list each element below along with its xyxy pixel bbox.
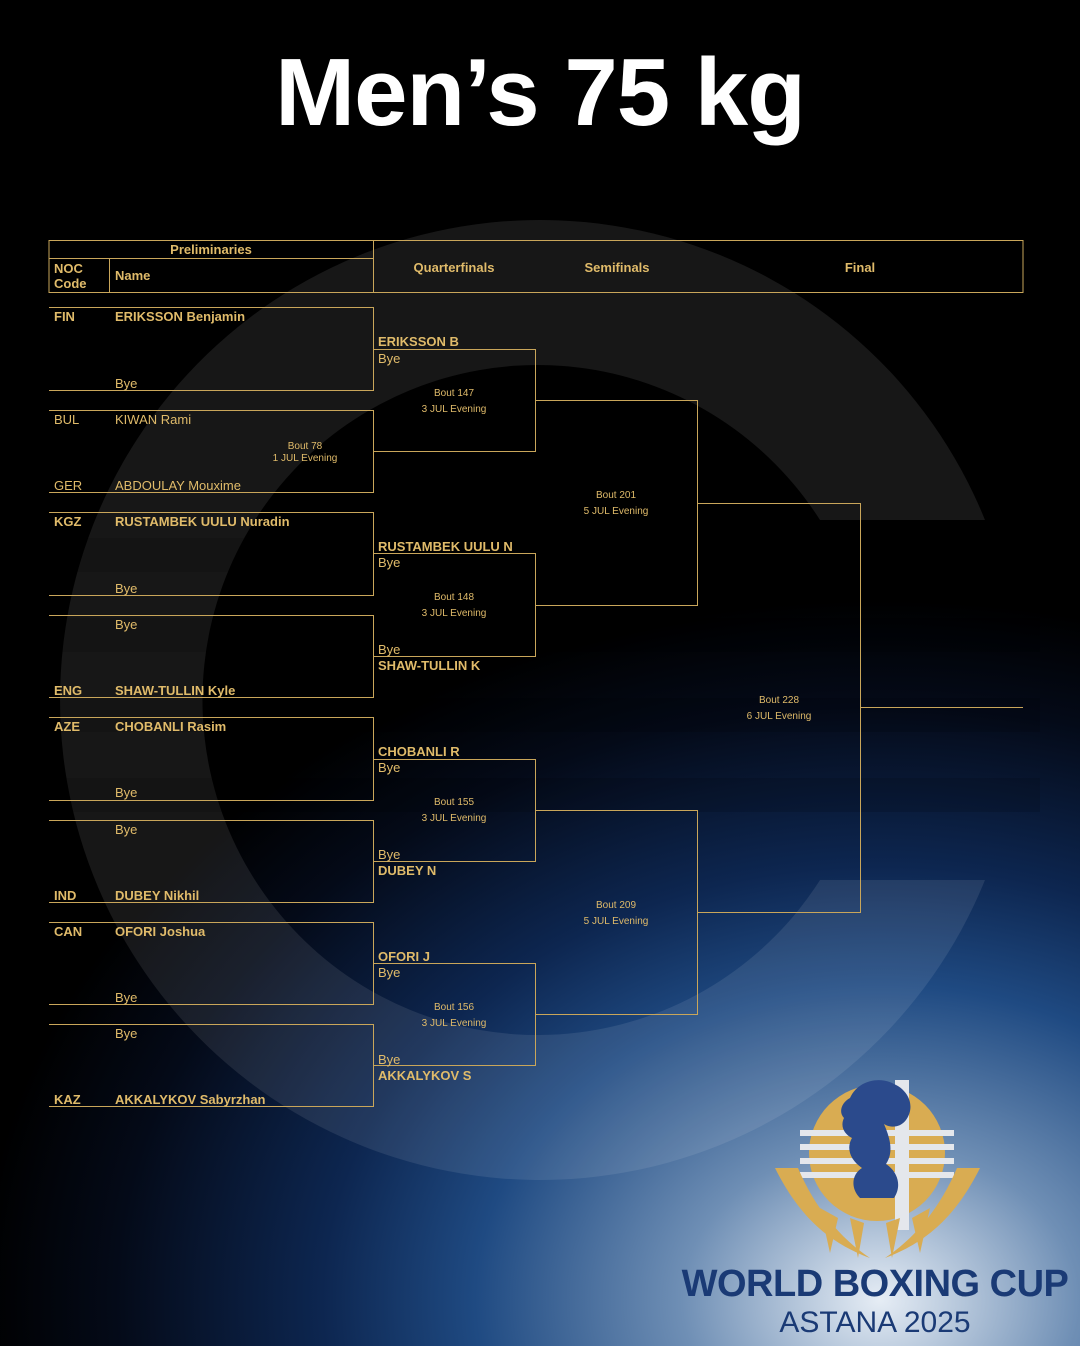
prelim-noc: CAN	[54, 924, 83, 939]
prelim-name: SHAW-TULLIN Kyle	[115, 683, 236, 698]
qf-entry: RUSTAMBEK UULU N	[378, 539, 513, 554]
qf-bout-time: 3 JUL Evening	[421, 404, 487, 415]
prelim-name: Bye	[115, 376, 138, 391]
qf-bout-time: 3 JUL Evening	[421, 813, 487, 824]
prelim-name: Bye	[115, 617, 138, 632]
prelim-noc: AZE	[54, 719, 80, 734]
panther-emblem-icon	[680, 1068, 1070, 1268]
world-boxing-cup-logo	[680, 1068, 1070, 1338]
prelim-noc: GER	[54, 478, 83, 493]
qf-entry: Bye	[378, 351, 401, 366]
prelim-name: DUBEY Nikhil	[115, 888, 200, 903]
prelim-noc: IND	[54, 888, 77, 903]
final-bout-time: 6 JUL Evening	[746, 711, 812, 722]
header-preliminaries: Preliminaries	[170, 242, 252, 257]
prelim-name: OFORI Joshua	[115, 924, 206, 939]
prelim-noc: ENG	[54, 683, 83, 698]
qf-entry: Bye	[378, 1052, 401, 1067]
qf-entry: Bye	[378, 965, 401, 980]
prelim-noc: BUL	[54, 412, 80, 427]
prelim-noc: KAZ	[54, 1092, 81, 1107]
header-name: Name	[115, 268, 151, 283]
qf-bout-time: 3 JUL Evening	[421, 608, 487, 619]
header-final: Final	[844, 260, 876, 275]
final-bout-number: Bout 228	[758, 695, 800, 706]
qf-bout-number: Bout 156	[433, 1002, 475, 1013]
header-noc-code-line2: Code	[54, 276, 87, 291]
qf-entry: Bye	[378, 555, 401, 570]
qf-bout-number: Bout 155	[433, 797, 475, 808]
logo-title: WORLD BOXING CUP	[681, 1263, 1069, 1305]
prelim-bout-time: 1 JUL Evening	[272, 453, 338, 464]
qf-entry: Bye	[378, 847, 401, 862]
sf-bout-number: Bout 209	[595, 900, 637, 911]
prelim-name: Bye	[115, 990, 138, 1005]
qf-entry: Bye	[378, 642, 401, 657]
logo-subtitle: ASTANA 2025	[779, 1306, 971, 1339]
qf-entry: SHAW-TULLIN K	[378, 658, 481, 673]
prelim-name: Bye	[115, 581, 138, 596]
prelim-name: ABDOULAY Mouxime	[115, 478, 241, 493]
qf-bout-time: 3 JUL Evening	[421, 1018, 487, 1029]
prelim-name: Bye	[115, 785, 138, 800]
prelim-noc: FIN	[54, 309, 75, 324]
prelim-name: ERIKSSON Benjamin	[115, 309, 246, 324]
page-title: Men’s 75 kg	[275, 39, 805, 146]
prelim-name: CHOBANLI Rasim	[115, 719, 227, 734]
qf-entry: OFORI J	[378, 949, 431, 964]
prelim-noc: KGZ	[54, 514, 82, 529]
qf-entry: Bye	[378, 760, 401, 775]
qf-entry: AKKALYKOV S	[378, 1068, 472, 1083]
prelim-name: KIWAN Rami	[115, 412, 192, 427]
prelim-name: AKKALYKOV Sabyrzhan	[115, 1092, 266, 1107]
qf-entry: CHOBANLI R	[378, 744, 460, 759]
qf-bout-number: Bout 147	[433, 388, 475, 399]
sf-bout-number: Bout 201	[595, 490, 637, 501]
prelim-bout-number: Bout 78	[287, 441, 323, 452]
header-noc-code: NOC	[54, 261, 83, 276]
header-quarterfinals: Quarterfinals	[413, 260, 495, 275]
sf-bout-time: 5 JUL Evening	[583, 916, 649, 927]
prelim-name: Bye	[115, 1026, 138, 1041]
qf-entry: DUBEY N	[378, 863, 437, 878]
qf-entry: ERIKSSON B	[378, 334, 459, 349]
prelim-name: Bye	[115, 822, 138, 837]
header-semifinals: Semifinals	[584, 260, 650, 275]
prelim-name: RUSTAMBEK UULU Nuradin	[115, 514, 290, 529]
sf-bout-time: 5 JUL Evening	[583, 506, 649, 517]
qf-bout-number: Bout 148	[433, 592, 475, 603]
